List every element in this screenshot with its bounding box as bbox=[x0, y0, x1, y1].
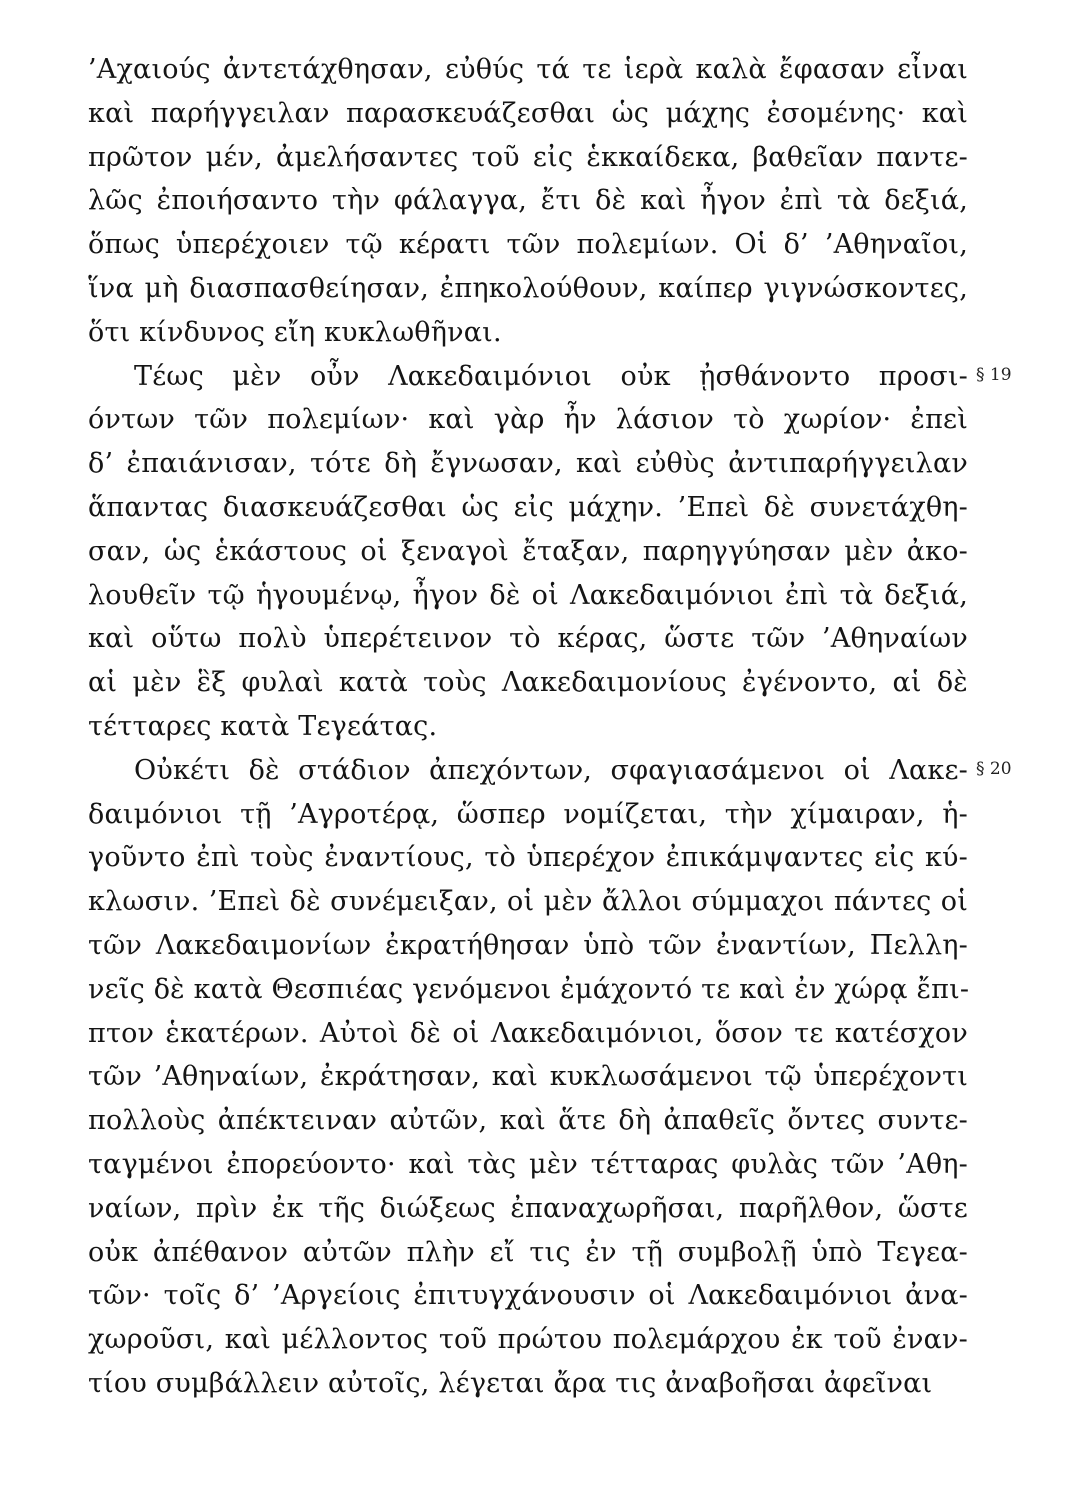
line-text: όντων τῶν πολεμίων· καὶ γὰρ ἦν λάσιον τὸ χωρίον· ἐπεὶ bbox=[88, 404, 968, 436]
line-text: καὶ παρήγγειλαν παρασκευάζεσθαι ὡς μάχης ἐσομένης· καὶ bbox=[88, 97, 968, 129]
line-text: γοῦντο ἐπὶ τοὺς ἐναντίους, τὸ ὑπερέχον ἐπικάμψαντες εἰς κύ- bbox=[88, 842, 968, 874]
line-text: νεῖς δὲ κατὰ Θεσπιέας γενόμενοι ἐμάχοντό τε καὶ ἐν χώρᾳ ἔπι- bbox=[88, 973, 970, 1005]
text-line bbox=[88, 617, 968, 661]
text-line bbox=[88, 136, 968, 180]
text-line bbox=[88, 1055, 968, 1099]
text-line bbox=[88, 705, 968, 749]
text-line bbox=[88, 574, 968, 618]
text-line bbox=[88, 398, 968, 442]
line-text: ’Αχαιούς ἀντετάχθησαν, εὐθύς τά τε ἱερὰ καλὰ ἔφασαν εἶναι bbox=[88, 54, 968, 85]
text-line bbox=[88, 793, 968, 837]
line-text: πολλοὺς ἀπέκτειναν αὐτῶν, καὶ ἅτε δὴ ἀπαθεῖς ὄντες συντε- bbox=[88, 1105, 968, 1137]
text-line bbox=[88, 836, 968, 880]
text-line bbox=[88, 1274, 968, 1318]
line-text: χωροῦσι, καὶ μέλλοντος τοῦ πρώτου πολεμάρχου ἐκ τοῦ ἐναν- bbox=[88, 1324, 968, 1356]
line-text: ἵνα μὴ διασπασθείησαν, ἐπηκολούθουν, καίπερ γιγνώσκοντες, bbox=[88, 272, 968, 304]
line-text: πτον ἑκατέρων. Αὐτοὶ δὲ οἱ Λακεδαιμόνιοι, ὅσον τε κατέσχον bbox=[88, 1017, 968, 1049]
text-line bbox=[88, 267, 968, 311]
line-text: αἱ μὲν ἓξ φυλαὶ κατὰ τοὺς Λακεδαιμονίους ἐγένοντο, αἱ δὲ bbox=[88, 667, 968, 699]
line-text: τῶν· τοῖς δ’ ’Αργείοις ἐπιτυγχάνουσιν οἱ Λακεδαιμόνιοι ἀνα- bbox=[88, 1280, 968, 1312]
section-marker: § 19 bbox=[976, 364, 1012, 385]
text-line bbox=[88, 92, 968, 136]
text-line bbox=[88, 749, 968, 793]
line-text: κλωσιν. ’Επεὶ δὲ συνέμειξαν, οἱ μὲν ἄλλοι σύμμαχοι πάντες οἱ bbox=[88, 886, 968, 918]
text-line bbox=[88, 486, 968, 530]
line-text: ὅπως ὑπερέχοιεν τῷ κέρατι τῶν πολεμίων. Οἱ δ’ ’Αθηναῖοι, bbox=[88, 229, 968, 261]
section-marker: § 20 bbox=[976, 758, 1012, 779]
text-line bbox=[88, 1143, 968, 1187]
greek-text-block bbox=[88, 48, 1012, 1406]
text-line bbox=[88, 880, 968, 924]
line-text: τίου συμβάλλειν αὐτοῖς, λέγεται ἄρα τις ἀναβοῆσαι ἀφεῖναι bbox=[88, 1367, 933, 1399]
line-text: καὶ οὕτω πολὺ ὑπερέτεινον τὸ κέρας, ὥστε τῶν ’Αθηναίων bbox=[88, 623, 968, 655]
line-text: τῶν Λακεδαιμονίων ἐκρατήθησαν ὑπὸ τῶν ἐναντίων, Πελλη- bbox=[88, 929, 968, 961]
line-text: σαν, ὡς ἑκάστους οἱ ξεναγοὶ ἔταξαν, παρηγγύησαν μὲν ἀκο- bbox=[88, 535, 968, 567]
line-text: ὅτι κίνδυνος εἴη κυκλωθῆναι. bbox=[88, 316, 502, 348]
text-line bbox=[88, 311, 968, 355]
line-text: ἅπαντας διασκευάζεσθαι ὡς εἰς μάχην. ’Επεὶ δὲ συνετάχθη- bbox=[88, 491, 968, 523]
paragraph bbox=[88, 48, 968, 355]
text-line bbox=[88, 1362, 968, 1406]
line-text: πρῶτον μέν, ἀμελήσαντες τοῦ εἰς ἑκκαίδεκα, βαθεῖαν παντε- bbox=[88, 141, 968, 173]
paragraph bbox=[88, 749, 968, 1406]
line-text: δαιμόνιοι τῇ ’Αγροτέρᾳ, ὥσπερ νομίζεται, τὴν χίμαιραν, ἡ- bbox=[88, 798, 968, 830]
text-line bbox=[88, 223, 968, 267]
text-line bbox=[88, 179, 968, 223]
line-text: οὐκ ἀπέθανον αὐτῶν πλὴν εἴ τις ἐν τῇ συμβολῇ ὑπὸ Τεγεα- bbox=[88, 1236, 968, 1268]
line-text: ναίων, πρὶν ἐκ τῆς διώξεως ἐπαναχωρῆσαι, παρῆλθον, ὥστε bbox=[88, 1192, 968, 1224]
text-line bbox=[88, 1099, 968, 1143]
line-text: τῶν ’Αθηναίων, ἐκράτησαν, καὶ κυκλωσάμενοι τῷ ὑπερέχοντι bbox=[88, 1061, 968, 1093]
text-line bbox=[88, 1187, 968, 1231]
line-text: λουθεῖν τῷ ἡγουμένῳ, ἦγον δὲ οἱ Λακεδαιμόνιοι ἐπὶ τὰ δεξιά, bbox=[88, 579, 968, 611]
paragraph bbox=[88, 355, 968, 749]
line-text: δ’ ἐπαιάνισαν, τότε δὴ ἔγνωσαν, καὶ εὐθὺς ἀντιπαρήγγειλαν bbox=[88, 448, 968, 480]
text-line bbox=[88, 48, 968, 92]
text-line bbox=[88, 1318, 968, 1362]
line-text: τέτταρες κατὰ Τεγεάτας. bbox=[88, 710, 438, 742]
text-line bbox=[88, 924, 968, 968]
text-line bbox=[88, 1012, 968, 1056]
text-line bbox=[88, 661, 968, 705]
text-line bbox=[88, 530, 968, 574]
line-text: ταγμένοι ἐπορεύοντο· καὶ τὰς μὲν τέτταρας φυλὰς τῶν ’Αθη- bbox=[88, 1148, 968, 1180]
text-line bbox=[88, 442, 968, 486]
text-line bbox=[88, 1231, 968, 1275]
text-line bbox=[88, 355, 968, 399]
line-text: Τέως μὲν οὖν Λακεδαιμόνιοι οὐκ ᾐσθάνοντο προσι- bbox=[134, 360, 968, 392]
text-line bbox=[88, 968, 968, 1012]
line-text: λῶς ἐποιήσαντο τὴν φάλαγγα, ἔτι δὲ καὶ ἦγον ἐπὶ τὰ δεξιά, bbox=[88, 185, 968, 217]
line-text: Οὐκέτι δὲ στάδιον ἀπεχόντων, σφαγιασάμενοι οἱ Λακε- bbox=[134, 754, 968, 786]
